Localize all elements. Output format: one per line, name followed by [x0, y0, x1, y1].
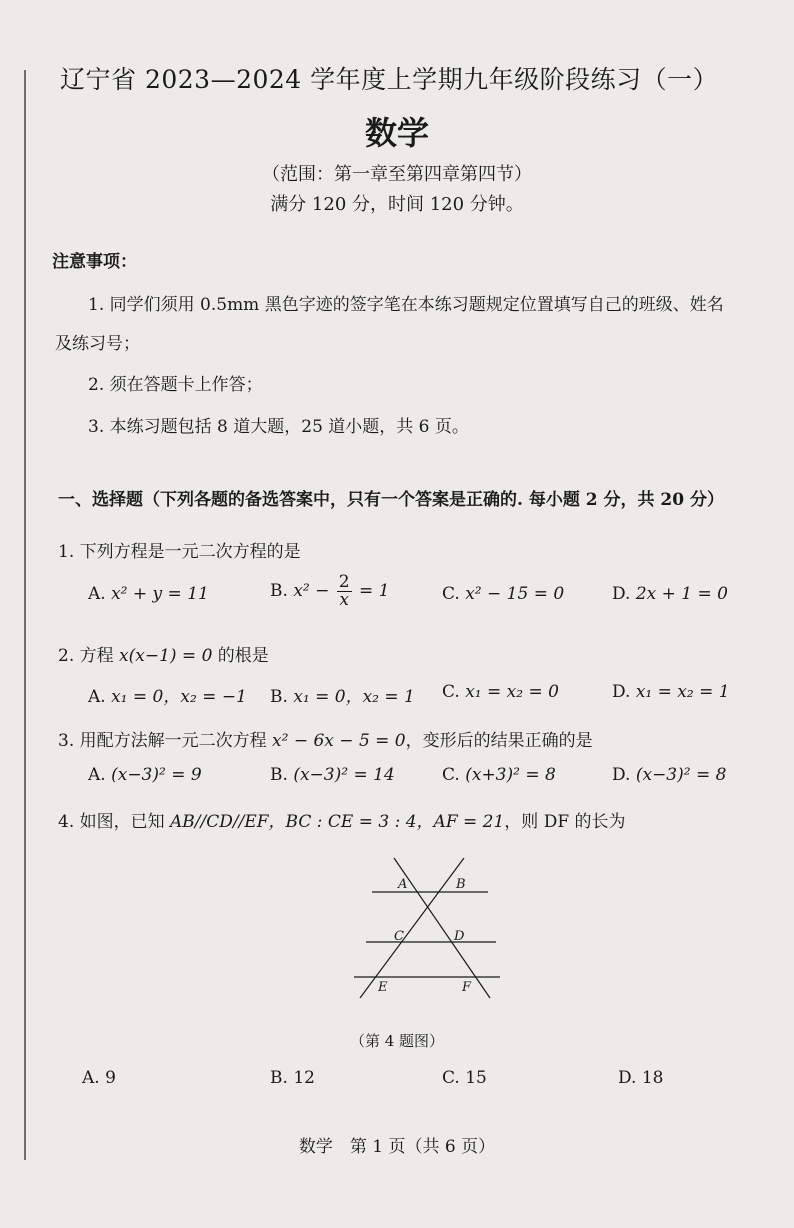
option-label: D. [612, 765, 631, 785]
option-text: 15 [465, 1068, 487, 1088]
option-label: B. [270, 581, 288, 601]
subject-title: 数学 [364, 114, 429, 152]
option-text: 18 [641, 1068, 664, 1088]
q3-stem [58, 726, 593, 751]
q4-option-b [270, 1068, 315, 1088]
option-text: x² + y = 11 [111, 584, 209, 604]
exam-title: 辽宁省 2023—2024 学年度上学期九年级阶段练习（一） [60, 65, 719, 94]
q2-option-c [442, 682, 559, 702]
q4-stem [58, 807, 626, 832]
option-label: C. [442, 765, 460, 785]
stem-text: 3. 用配方法解一元二次方程 [58, 731, 273, 751]
option-label: D. [612, 682, 631, 702]
option-label: B. [270, 1068, 288, 1088]
label-b: B [456, 877, 466, 892]
notes-heading: 注意事项： [52, 252, 137, 272]
exam-scope: （范围：第一章至第四章第四节） [262, 164, 532, 185]
label-e: E [378, 980, 388, 995]
option-text: x₁ = x₂ = 0 [465, 682, 559, 702]
option-text: (x+3)² = 8 [465, 765, 556, 785]
note-item-2: 2. 须在答题卡上作答； [88, 375, 263, 395]
stem-text: 2. 方程 [58, 646, 120, 666]
q3-option-b [270, 765, 395, 785]
option-text: 12 [293, 1068, 315, 1088]
option-text: (x−3)² = 9 [111, 765, 202, 785]
option-text: x² − 15 = 0 [465, 584, 565, 604]
q3-option-c [442, 765, 556, 785]
option-text: (x−3)² = 8 [635, 765, 727, 785]
option-label: A. [88, 584, 106, 604]
q4-figure-caption: （第 4 题图） [349, 1032, 445, 1050]
fraction [337, 574, 352, 609]
stem-text: 4. 如图，已知 [58, 812, 171, 832]
option-text: = 1 [353, 581, 390, 601]
option-text: 2x + 1 = 0 [635, 584, 728, 604]
section-1-heading: 一、选择题（下列各题的备选答案中，只有一个答案是正确的. 每小题 2 分，共 20 分） [58, 490, 724, 510]
option-label: A. [88, 687, 106, 707]
binding-line [24, 70, 26, 1160]
option-text: 9 [105, 1068, 116, 1088]
label-a: A [398, 877, 408, 892]
q2-option-d [612, 682, 730, 702]
q2-option-b [270, 682, 415, 707]
q1-option-c [442, 584, 564, 604]
option-label: A. [88, 765, 106, 785]
label-c: C [394, 929, 404, 944]
option-label: C. [442, 1068, 460, 1088]
fraction-numerator: 2 [338, 572, 350, 592]
label-f: F [462, 980, 472, 995]
option-text: x₁ = 0，x₂ = 1 [293, 687, 415, 707]
stem-math: AB//CD//EF，BC : CE = 3 : 4，AF = 21 [170, 812, 505, 832]
exam-meta: 满分 120 分，时间 120 分钟。 [270, 194, 524, 215]
option-text: x² − [293, 581, 335, 601]
q4-option-c [442, 1068, 487, 1088]
q4-option-d [618, 1068, 663, 1088]
q2-stem [58, 641, 269, 666]
option-text: x₁ = x₂ = 1 [635, 682, 730, 702]
option-text: (x−3)² = 14 [293, 765, 395, 785]
stem-text: ，则 DF 的长为 [504, 812, 626, 832]
note-item-1: 1. 同学们须用 0.5mm 黑色字迹的签字笔在本练习题规定位置填写自己的班级、姓名 [88, 295, 724, 315]
q1-stem: 1. 下列方程是一元二次方程的是 [58, 542, 301, 562]
option-label: A. [82, 1068, 100, 1088]
option-label: C. [442, 584, 460, 604]
label-d: D [454, 929, 465, 944]
option-text: x₁ = 0，x₂ = −1 [111, 687, 247, 707]
q4-figure [350, 850, 510, 1010]
note-item-3: 3. 本练习题包括 8 道大题，25 道小题，共 6 页。 [88, 417, 469, 437]
q3-option-d [612, 765, 726, 785]
fraction-denominator: x [339, 590, 349, 610]
stem-math: x(x−1) = 0 [119, 646, 213, 666]
note-item-1-cont: 及练习号； [55, 334, 140, 354]
q1-option-d [612, 584, 728, 604]
q3-option-a [88, 765, 202, 785]
page-footer: 数学 第 1 页（共 6 页） [298, 1137, 496, 1157]
q2-option-a [88, 682, 247, 707]
stem-text: 的根是 [212, 646, 269, 666]
stem-math: x² − 6x − 5 = 0 [272, 731, 406, 751]
option-label: D. [612, 584, 631, 604]
stem-text: ，变形后的结果正确的是 [405, 731, 593, 751]
option-label: B. [270, 687, 288, 707]
option-label: C. [442, 682, 460, 702]
q1-option-a [88, 584, 209, 604]
option-label: D. [618, 1068, 637, 1088]
q4-option-a [82, 1068, 116, 1088]
option-label: B. [270, 765, 288, 785]
q1-option-b [270, 574, 389, 609]
